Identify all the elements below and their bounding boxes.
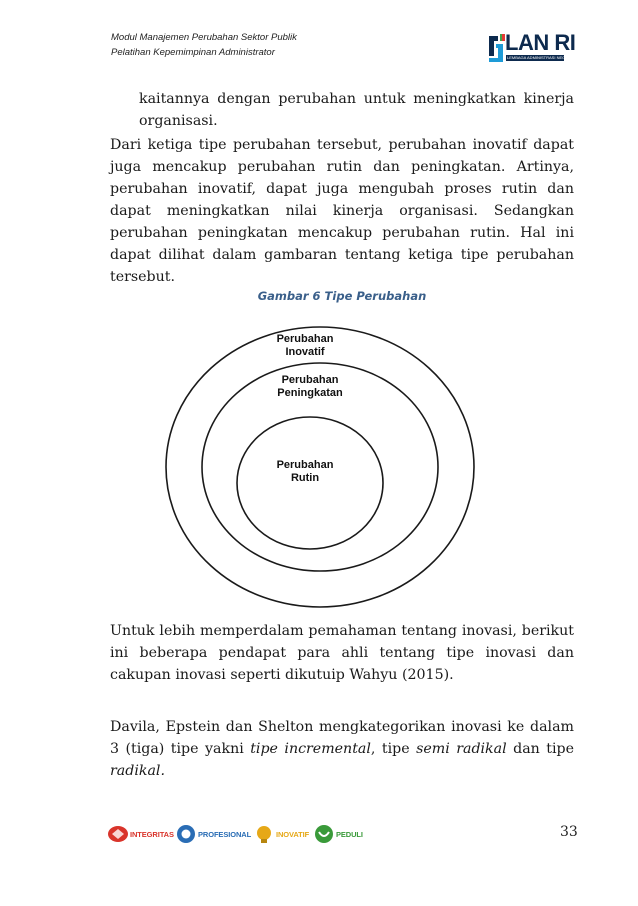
badge-peduli: PEDULI xyxy=(314,817,363,851)
profesional-icon xyxy=(176,824,196,844)
paragraph-innovation-opinions: Untuk lebih memperdalam pemahaman tentang inovasi, berikut ini beberapa pendapat para ahli tentang tipe inovasi dan cakupan inovasi seperti dikutuip Wahyu (2015). xyxy=(110,623,574,683)
lightbulb-icon xyxy=(254,824,274,844)
figure-caption: Gambar 6 Tipe Perubahan xyxy=(257,289,427,303)
badge-inovatif: INOVATIF xyxy=(254,817,309,851)
outer-circle-label: Perubahan Inovatif xyxy=(276,333,334,358)
running-header xyxy=(111,30,297,60)
integritas-icon xyxy=(108,824,128,844)
paragraph-innovation-categories: Davila, Epstein dan Shelton mengkategorikan inovasi ke dalam 3 (tiga) tipe yakni tipe incremental, tipe semi radikal dan tipe radikal. xyxy=(110,719,574,779)
inner-circle-label: Perubahan Rutin xyxy=(276,459,334,484)
core-values-strip xyxy=(108,817,366,851)
lan-ri-logo xyxy=(486,30,586,68)
badge-profesional: PROFESIONAL xyxy=(176,817,251,851)
logo-subtext: LEMBAGA ADMINISTRASI NEGARA xyxy=(507,55,574,60)
badge-integritas: INTEGRITAS xyxy=(108,817,174,851)
middle-circle-label: Perubahan Peningkatan xyxy=(277,374,343,399)
header-module-title: Modul Manajemen Perubahan Sektor Publik xyxy=(111,32,297,43)
paragraph-continuation: kaitannya dengan perubahan untuk meningkatkan kinerja organisasi. xyxy=(139,91,574,129)
header-training-title: Pelatihan Kepemimpinan Administrator xyxy=(111,47,275,58)
peduli-icon xyxy=(314,824,334,844)
lan-ri-logo-mark-icon xyxy=(486,32,506,64)
logo-wordmark: LAN RI xyxy=(505,30,576,55)
change-types-diagram xyxy=(150,325,490,609)
paragraph-change-types: Dari ketiga tipe perubahan tersebut, perubahan inovatif dapat juga mencakup perubahan rutin dan peningkatan. Artinya, perubahan inovatif, dapat juga mengubah proses rutin dan dapat meningkatkan nilai kinerja organisasi. Sedangkan perubahan peningkatan mencakup perubahan rutin. Hal ini dapat dilihat dalam gambaran tentang ketiga tipe perubahan tersebut. xyxy=(110,137,574,285)
page-number: 33 xyxy=(560,824,578,840)
